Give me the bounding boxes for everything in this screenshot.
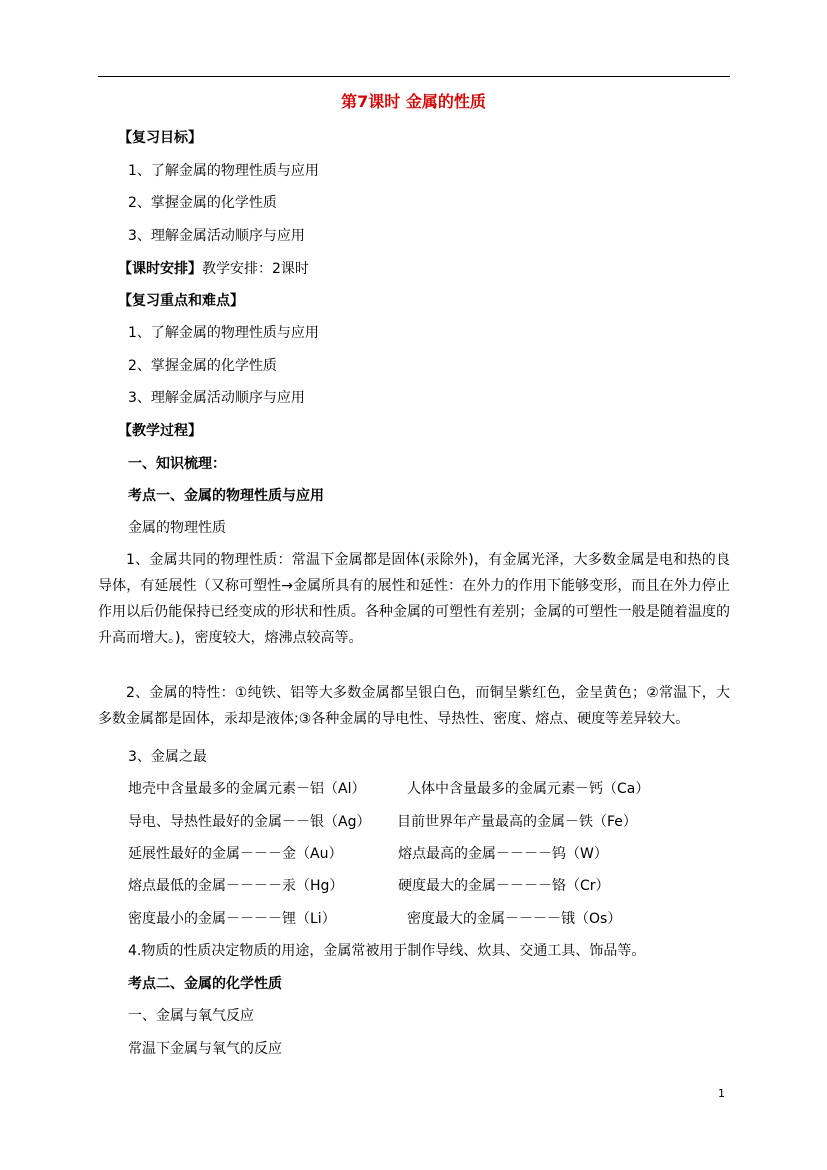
superlative-right: 熔点最高的金属－－－－钨（W） xyxy=(398,846,608,862)
superlative-left: 延展性最好的金属－－－金（Au） xyxy=(128,846,343,862)
paragraph-common-properties: 1、金属共同的物理性质：常温下金属都是固体(汞除外)，有金属光泽，大多数金属是电和热的良导体，有延展性（又称可塑性→金属所具有的展性和延性：在外力的作用下能够变形，而且在外力停止作用以后仍能保持已经变成的形状和性质。各种金属的可塑性有差别；金属的可塑性一般是随着温度的升高而增大。)，密度较大，熔沸点较高等。 xyxy=(98,552,730,646)
superlative-right: 目前世界年产量最高的金属－铁（Fe） xyxy=(397,814,637,830)
schedule-line xyxy=(118,259,309,279)
superlative-right: 密度最大的金属－－－－锇（Os） xyxy=(407,911,622,927)
process-heading: 【教学过程】 xyxy=(118,423,202,439)
topic-two-heading: 考点二、金属的化学性质 xyxy=(128,976,282,992)
review-goals-heading: 【复习目标】 xyxy=(118,130,202,146)
review-goal-item: 3、理解金属活动顺序与应用 xyxy=(128,228,305,244)
superlative-left: 导电、导热性最好的金属－－银（Ag） xyxy=(128,814,371,830)
key-point-item: 1、了解金属的物理性质与应用 xyxy=(128,325,319,341)
page-number: 1 xyxy=(718,1087,725,1100)
section-one-heading: 一、知识梳理： xyxy=(128,456,226,472)
key-point-item: 2、掌握金属的化学性质 xyxy=(128,358,277,374)
schedule-text: 教学安排：2课时 xyxy=(202,261,309,277)
superlative-right: 人体中含量最多的金属元素－钙（Ca） xyxy=(407,781,650,797)
schedule-heading: 【课时安排】 xyxy=(118,261,202,277)
physical-props-label: 金属的物理性质 xyxy=(128,520,226,536)
key-points-heading: 【复习重点和难点】 xyxy=(118,293,244,309)
review-goal-item: 2、掌握金属的化学性质 xyxy=(128,195,277,211)
review-goal-item: 1、了解金属的物理性质与应用 xyxy=(128,163,319,179)
superlative-left: 地壳中含量最多的金属元素－铝（Al） xyxy=(128,781,366,797)
superlatives-heading: 3、金属之最 xyxy=(128,749,207,765)
key-point-item: 3、理解金属活动顺序与应用 xyxy=(128,390,305,406)
superlative-left: 密度最小的金属－－－－锂（Li） xyxy=(128,911,336,927)
oxygen-normal-temp: 常温下金属与氧气的反应 xyxy=(128,1041,282,1057)
superlative-right: 硬度最大的金属－－－－铬（Cr） xyxy=(398,878,610,894)
superlative-left: 熔点最低的金属－－－－汞（Hg） xyxy=(128,878,344,894)
subsection-oxygen: 一、金属与氧气反应 xyxy=(128,1008,254,1024)
paragraph-uses: 4.物质的性质决定物质的用途，金属常被用于制作导线、炊具、交通工具、饰品等。 xyxy=(128,943,646,959)
header-rule xyxy=(98,76,730,77)
page-title: 第7课时 金属的性质 xyxy=(341,92,486,111)
topic-one-heading: 考点一、金属的物理性质与应用 xyxy=(128,488,324,504)
paragraph-special-properties: 2、金属的特性：①纯铁、铝等大多数金属都呈银白色，而铜呈紫红色，金呈黄色；②常温下，大多数金属都是固体，汞却是液体;③各种金属的导电性、导热性、密度、熔点、硬度等差异较大。 xyxy=(98,685,730,727)
